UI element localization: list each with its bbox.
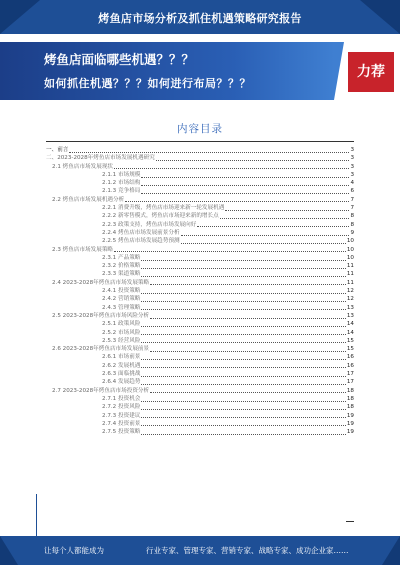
toc-entry-page: 3: [350, 147, 354, 153]
toc-entry[interactable]: [46, 387, 354, 395]
toc-entry-page: 12: [346, 296, 354, 303]
page-left-accent: [36, 494, 37, 536]
toc-entry[interactable]: [46, 345, 354, 353]
toc-entry-page: 6: [350, 188, 354, 195]
toc-entry[interactable]: [46, 229, 354, 237]
toc-entry-page: 16: [346, 362, 354, 369]
toc-entry-page: 13: [346, 304, 354, 311]
toc-entry[interactable]: [46, 428, 354, 436]
toc-entry-page: 15: [346, 337, 354, 344]
toc-entry-label: 2.2.4 烤鱼店市场发展前景分析: [102, 229, 180, 236]
toc-leader-dots: [150, 314, 346, 319]
toc-entry[interactable]: [46, 171, 354, 179]
toc-entry-label: 2.5.2 市场风险: [102, 329, 141, 336]
toc-entry-label: 2.5.1 政策风险: [102, 321, 141, 328]
toc-leader-dots: [114, 164, 349, 169]
toc-entry-label: 2.2 烤鱼店市场发展机遇分析: [52, 196, 125, 203]
toc-entry-label: 2.2.5 烤鱼店市场发展趋势预测: [102, 238, 180, 245]
toc-entry-page: 16: [346, 354, 354, 361]
toc-leader-dots: [141, 430, 345, 435]
toc-entry-page: 7: [350, 196, 354, 203]
toc-entry[interactable]: [46, 362, 354, 370]
toc-entry[interactable]: [46, 196, 354, 204]
toc-entry-label: 2.4 2023-2028年烤鱼店市场发展策略: [52, 279, 150, 286]
toc-entry-page: 4: [350, 180, 354, 187]
toc-entry-label: 2.6.1 市场前景: [102, 354, 141, 361]
toc-leader-dots: [114, 247, 346, 252]
toc-entry[interactable]: [46, 270, 354, 278]
toc-entry[interactable]: [46, 329, 354, 337]
toc-entry-label: 2.3.2 价格策略: [102, 263, 141, 270]
toc-leader-dots: [141, 355, 345, 360]
banner-question-1: 烤鱼店面临哪些机遇？？？: [44, 52, 195, 67]
toc-leader-dots: [69, 148, 349, 153]
toc-entry-page: 18: [346, 404, 354, 411]
toc-entry-label: 2.4.1 投资策略: [102, 288, 141, 295]
toc-entry-label: 2.3.3 渠道策略: [102, 271, 141, 278]
toc-entry[interactable]: [46, 279, 354, 287]
toc-entry-page: 11: [346, 279, 354, 286]
toc-entry-label: 2.7 2023-2028年烤鱼店市场投资分析: [52, 387, 150, 394]
toc-entry[interactable]: [46, 179, 354, 187]
toc-entry-page: 10: [346, 254, 354, 261]
toc-entry-label: 2.6 2023-2028年烤鱼店市场发展前景: [52, 346, 150, 353]
toc-entry[interactable]: [46, 295, 354, 303]
toc-leader-dots: [125, 197, 349, 202]
banner-question-2: 如何抓住机遇？？？如何进行布局？？？: [44, 77, 251, 90]
toc-entry-page: 8: [350, 213, 354, 220]
toc-entry-label: 2.7.2 投资风险: [102, 404, 141, 411]
footer-slogan-right: 行业专家、管理专家、营销专家、战略专家、成功企业家……: [146, 546, 349, 555]
toc-entry-label: 2.6.4 发展趋势: [102, 379, 141, 386]
toc-leader-dots: [141, 305, 345, 310]
toc-entry-page: 17: [346, 371, 354, 378]
toc-entry[interactable]: [46, 287, 354, 295]
toc-entry-page: 17: [346, 379, 354, 386]
toc-leader-dots: [141, 338, 345, 343]
toc-entry-page: 11: [346, 263, 354, 270]
toc-entry-page: 3: [350, 163, 354, 170]
toc-entry[interactable]: [46, 320, 354, 328]
toc-entry[interactable]: [46, 403, 354, 411]
toc-entry[interactable]: [46, 262, 354, 270]
toc-entry[interactable]: [46, 254, 354, 262]
toc-leader-dots: [141, 421, 345, 426]
toc-entry-label: 2.4.3 管理策略: [102, 304, 141, 311]
toc-entry-label: 2.5.3 经营风险: [102, 337, 141, 344]
toc-entry-page: 14: [346, 321, 354, 328]
toc-entry-page: 14: [346, 329, 354, 336]
toc-leader-dots: [141, 256, 345, 261]
toc-entry[interactable]: [46, 412, 354, 420]
toc-entry[interactable]: [46, 212, 354, 220]
toc-entry-label: 2.7.3 投资建议: [102, 412, 141, 419]
toc-entry[interactable]: [46, 420, 354, 428]
toc-entry-page: 10: [346, 246, 354, 253]
toc-leader-dots: [220, 214, 350, 219]
toc-leader-dots: [141, 189, 349, 194]
toc-entry[interactable]: [46, 146, 354, 154]
toc-leader-dots: [141, 397, 345, 402]
toc-leader-dots: [141, 380, 345, 385]
toc-entry-label: 2.7.5 投资策略: [102, 429, 141, 436]
toc-entry-label: 2.3 烤鱼店市场发展策略: [52, 246, 114, 253]
toc-entry-page: 11: [346, 271, 354, 278]
toc-leader-dots: [141, 363, 345, 368]
toc-entry-page: 3: [350, 155, 354, 162]
toc-entry-label: 2.1.1 市场规模: [102, 171, 141, 178]
toc-entry-label: 2.4.2 营销策略: [102, 296, 141, 303]
toc-entry-page: 19: [346, 412, 354, 419]
toc-entry-label: 2.3.1 产品策略: [102, 254, 141, 261]
toc-entry-page: 12: [346, 288, 354, 295]
toc-entry-page: 9: [350, 229, 354, 236]
report-title: 烤鱼店市场分析及抓住机遇策略研究报告: [98, 12, 302, 25]
toc-entry-page: 18: [346, 387, 354, 394]
toc-heading: 内容目录: [177, 123, 223, 135]
banner-band-tip: [334, 42, 344, 100]
toc-entry-label: 一、前言: [46, 147, 69, 153]
toc-entry[interactable]: [46, 163, 354, 171]
toc-leader-dots: [141, 413, 345, 418]
toc-leader-dots: [141, 372, 345, 377]
toc-entry[interactable]: [46, 237, 354, 245]
toc-leader-dots: [141, 272, 345, 277]
toc-entry-label: 2.1.3 竞争格局: [102, 188, 141, 195]
toc-leader-dots: [150, 347, 346, 352]
toc-entry[interactable]: [46, 353, 354, 361]
footer-slogan-left: 让每个人都能成为: [44, 546, 104, 555]
toc-leader-dots: [141, 181, 349, 186]
toc-entry-label: 2.1.2 市场结构: [102, 180, 141, 187]
toc-entry-label: 2.6.2 发展机遇: [102, 362, 141, 369]
toc-entry-page: 3: [350, 171, 354, 178]
toc-entry[interactable]: [46, 246, 354, 254]
recommend-badge: 力荐: [348, 52, 394, 92]
toc-entry[interactable]: [46, 187, 354, 195]
toc-entry[interactable]: [46, 304, 354, 312]
footer-left-corner-decoration: [0, 536, 18, 565]
toc-entry-label: 2.6.3 面临挑战: [102, 371, 141, 378]
toc-entry-label: 2.2.1 消费升级，烤鱼店市场迎来新一轮发展机遇: [102, 205, 225, 212]
toc-entry-page: 18: [346, 395, 354, 402]
toc-entry-label: 2.7.4 投资前景: [102, 420, 141, 427]
toc-entry[interactable]: [46, 204, 354, 212]
toc-leader-dots: [181, 231, 350, 236]
toc-leader-dots: [150, 280, 346, 285]
toc-leader-dots: [141, 405, 345, 410]
toc-entry-label: 2.5 2023-2028年烤鱼店市场风险分析: [52, 312, 150, 319]
toc-leader-dots: [141, 297, 345, 302]
toc-leader-dots: [181, 239, 346, 244]
footer-right-corner-decoration: [382, 536, 400, 565]
top-title-bar: [0, 0, 400, 34]
toc-entry-label: 2.2.2 新零售模式，烤鱼店市场迎来新的增长点: [102, 213, 219, 220]
toc-entry-label: 二、2023-2028年烤鱼店市场发展机遇研究: [46, 155, 155, 162]
toc-leader-dots: [150, 388, 346, 393]
toc-entry-label: 2.7.1 投资机会: [102, 395, 141, 402]
page-corner-mark: [346, 516, 354, 522]
toc-leader-dots: [225, 206, 349, 211]
toc-entry-page: 8: [350, 221, 354, 228]
toc-entry[interactable]: [46, 337, 354, 345]
toc-leader-dots: [141, 330, 345, 335]
toc-entry-page: 13: [346, 312, 354, 319]
toc-entry[interactable]: [46, 395, 354, 403]
table-of-contents: [46, 146, 354, 436]
toc-entry-page: 7: [350, 205, 354, 212]
toc-heading-rule: [46, 141, 354, 142]
toc-entry-page: 10: [346, 238, 354, 245]
footer-bar: [0, 536, 400, 565]
toc-leader-dots: [141, 264, 345, 269]
toc-entry-label: 2.1 烤鱼店市场发展现状: [52, 163, 114, 170]
toc-entry-page: 15: [346, 346, 354, 353]
headline-banner: [0, 42, 400, 100]
toc-leader-dots: [141, 289, 345, 294]
toc-leader-dots: [141, 173, 349, 178]
toc-leader-dots: [197, 222, 349, 227]
toc-leader-dots: [156, 156, 350, 161]
toc-entry-page: 19: [346, 429, 354, 436]
toc-entry-label: 2.2.3 政策支持，烤鱼店市场发展向好: [102, 221, 197, 228]
toc-entry[interactable]: [46, 378, 354, 386]
toc-entry[interactable]: [46, 370, 354, 378]
toc-leader-dots: [141, 322, 345, 327]
toc-entry[interactable]: [46, 221, 354, 229]
toc-entry[interactable]: [46, 312, 354, 320]
toc-entry-page: 19: [346, 420, 354, 427]
toc-entry[interactable]: [46, 154, 354, 162]
